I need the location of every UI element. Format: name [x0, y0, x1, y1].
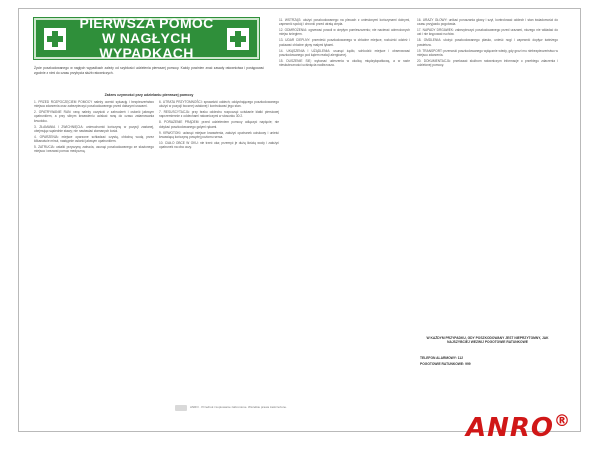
warning-notice: W KAŻDYM PRZYPADKU, GDY POSZKODOWANY JEST NIEPRZYTOMNY, JAK NAJSZYBCIEJ WEZWIJ POGOTOWIE RATUNKOWE: [426, 336, 549, 345]
ambulance-phone: POGOTOWIE RATUNKOWE: 999: [420, 361, 471, 366]
anro-logo: [466, 413, 571, 443]
logo-text: ANRO: [466, 413, 555, 443]
instruction-paragraph: 13. UDAR CIEPLNY: przenieść poszkodowanego w chłodne miejsce, rozluźnić odzież i podawać chłodne płyny małymi łykami.: [279, 38, 410, 47]
instructions-column-3: [279, 18, 410, 69]
banner-title: [66, 16, 227, 61]
instruction-paragraph: 8. PORAŻENIE PRĄDEM: przed udzieleniem pomocy odłączyć napięcie; nie dotykać poszkodowanego gołymi rękami.: [159, 120, 279, 129]
instruction-paragraph: 20. DOKUMENTACJA: przekazać służbom ratowniczym informacje o przebiegu zdarzenia i udzielonej pomocy.: [417, 58, 558, 68]
instruction-paragraph: 7. RESUSCYTACJA: przy braku oddechu rozpocząć uciskanie klatki piersiowej naprzemiennie z oddechami ratowniczymi w stosunku 30:2.: [159, 110, 279, 119]
instructions-heading: Zakres czynności przy udzielaniu pierwszej pomocy: [104, 93, 194, 97]
title-banner: [34, 15, 259, 61]
anro-small-logo-icon: [175, 405, 187, 411]
first-aid-cross-icon: [44, 28, 66, 50]
instructions-column-2: [159, 100, 279, 151]
instruction-paragraph: 11. WSTRZĄS: ułożyć poszkodowanego na plecach z uniesionymi kończynami dolnymi, zapewnić spokój i chronić przed utratą ciepła.: [279, 18, 410, 27]
instruction-paragraph: 2. OPATRYWANIE RAN: ranę należy oczyścić z zabrudzeń i osłonić jałowym opatrunkiem, a przy silnym krwawieniu uciskać ranę do czasu zatamowania krwotoku.: [34, 110, 154, 123]
instruction-paragraph: 3. ZŁAMANIA I ZWICHNIĘCIA: unieruchomić kończynę w pozycji zastanej, obejmując sąsiednie stawy; nie nastawiać złamanych kości.: [34, 124, 154, 133]
footer-note: ANRO · Przedruk i kopiowanie zabronione. Wszelkie prawa zastrzeżone.: [190, 405, 287, 409]
instruction-paragraph: 15. DUSZENIE SIĘ: wykonać uderzenia w okolicę międzyłopatkową, a w razie nieskuteczności uciśnięcia nadbrzusza.: [279, 58, 410, 68]
registered-mark: ®: [554, 411, 572, 430]
banner-title-line2: W NAGŁYCH WYPADKACH: [99, 30, 194, 61]
instruction-paragraph: 14. UKĄSZENIA I UŻĄDLENIA: usunąć żądło, schłodzić miejsce i obserwować poszkodowanego pod kątem reakcji alergicznej.: [279, 48, 410, 57]
instruction-paragraph: 10. CIAŁO OBCE W OKU: nie trzeć oka; przemyć je dużą ilością wody i założyć opatrunek na oba oczy.: [159, 140, 279, 150]
instruction-paragraph: 19. TRANSPORT: przenosić poszkodowanego wyłącznie wtedy, gdy grozi mu niebezpieczeństwo w miejscu zdarzenia.: [417, 48, 558, 57]
instruction-paragraph: 5. ZATRUCIA: ustalić przyczynę zatrucia, usunąć poszkodowanego ze skażonego miejsca i wezwać pomoc medyczną.: [34, 145, 154, 154]
instructions-column-1: [34, 100, 154, 155]
instruction-paragraph: 17. NAPADY DRGAWEK: zabezpieczyć poszkodowanego przed urazami, niczego nie wkładać do ust i nie krępować ruchów.: [417, 28, 558, 37]
instruction-paragraph: 4. OPARZENIA: miejsce oparzone schładzać czystą, chłodną wodą przez kilkanaście minut, następnie osłonić jałowym opatrunkiem.: [34, 134, 154, 144]
phone-numbers: [420, 356, 555, 367]
instruction-paragraph: 1. PRZED ROZPOCZĘCIEM POMOCY należy ocenić sytuację i bezpieczeństwo miejsca zdarzenia oraz zabezpieczyć poszkodowanego przed dalszymi urazami.: [34, 100, 154, 109]
instruction-paragraph: 9. KRWOTOKI: ucisnąć miejsce krwawienia, założyć opatrunek uciskowy i unieść krwawiącą kończynę powyżej poziomu serca.: [159, 130, 279, 139]
instruction-paragraph: 18. OMDLENIA: ułożyć poszkodowanego płasko, unieść nogi i zapewnić dopływ świeżego powietrza.: [417, 38, 558, 47]
emergency-phone: TELEFON ALARMOWY: 112: [420, 356, 464, 360]
instruction-paragraph: 12. ODMROŻENIA: ogrzewać powoli w ciepłym pomieszczeniu; nie nacierać odmrożonych miejsc śniegiem.: [279, 28, 410, 37]
instruction-paragraph: 6. UTRATA PRZYTOMNOŚCI: sprawdzić oddech; oddychającego poszkodowanego ułożyć w pozycji bocznej ustalonej i kontrolować jego stan.: [159, 100, 279, 109]
intro-paragraph: Życie poszkodowanego w nagłych wypadkach zależy od szybkości udzielenia pierwszej pomocy. Każdy powinien znać zasady ratownictwa i postępować zgodnie z nimi do czasu przybycia służb ratowniczych.: [34, 66, 264, 75]
instruction-paragraph: 16. URAZY GŁOWY: unikać poruszania głowy i szyi, kontrolować oddech i stan świadomości do czasu przyjazdu pogotowia.: [417, 18, 558, 27]
first-aid-cross-icon: [227, 28, 249, 50]
banner-title-line1: PIERWSZA POMOC: [79, 15, 214, 31]
instructions-column-4: [417, 18, 558, 69]
